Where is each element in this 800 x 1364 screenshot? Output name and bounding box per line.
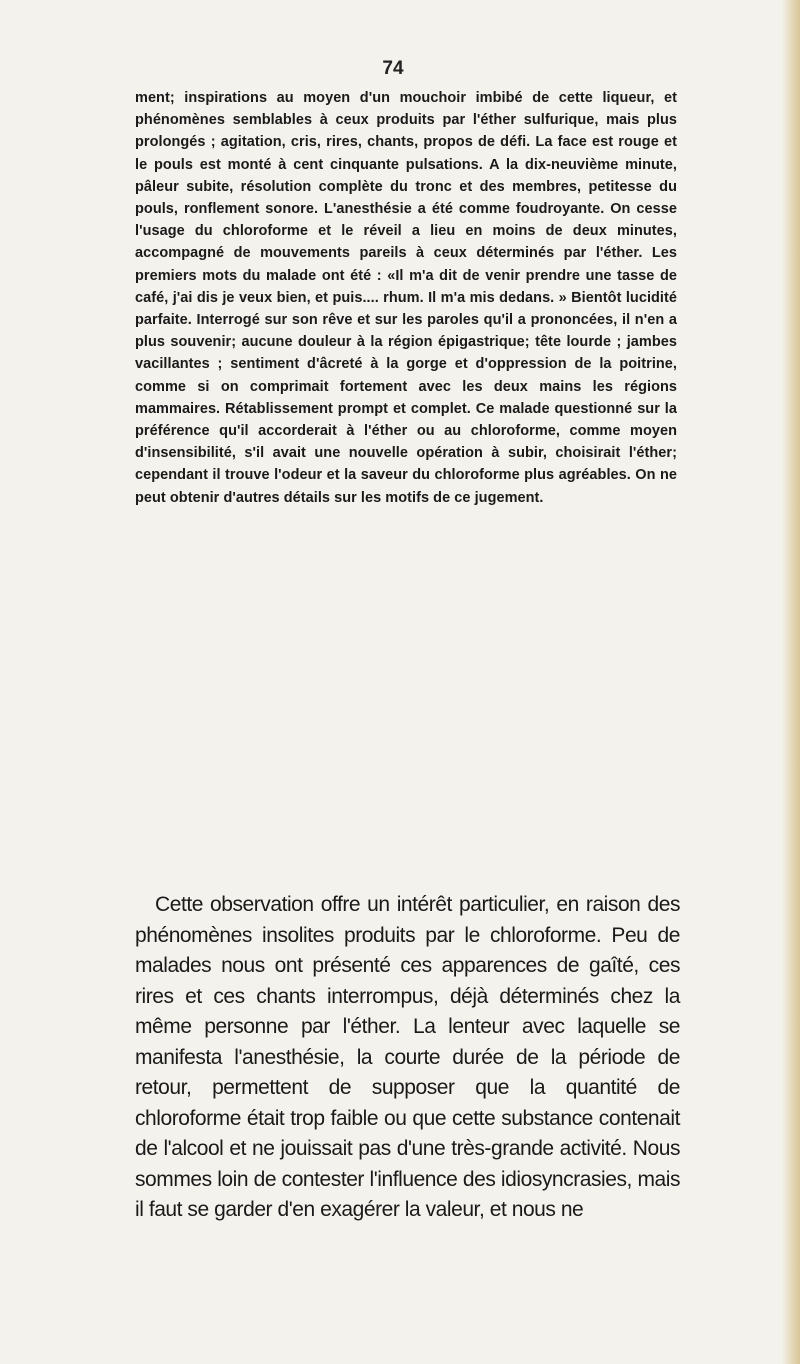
page-edge-shadow <box>782 0 800 1364</box>
case-observation-paragraph: ment; inspirations au moyen d'un mouchoir imbibé de cette liqueur, et phénomènes semblables à ceux produits par l'éther sulfurique, mais plus prolongés ; agitation, cris, rires, chants, propos de défi. La face est rouge et le pouls est monté à cent cinquante pulsations. A la dix-neuvième minute, pâleur subite, résolution complète du tronc et des membres, petitesse du pouls, ronflement sonore. L'anesthésie a été comme foudroyante. On cesse l'usage du chloroforme et le réveil a lieu en moins de deux minutes, accompagné de mouvements pareils à ceux déterminés par l'éther. Les premiers mots du malade ont été : «Il m'a dit de venir prendre une tasse de café, j'ai dis je veux bien, et puis.... rhum. Il m'a mis dedans. » Bientôt lucidité parfaite. Interrogé sur son rêve et sur les paroles qu'il a prononcées, il n'en a plus souvenir; aucune douleur à la région épigastrique; tête lourde ; jambes vacillantes ; sentiment d'âcreté à la gorge et d'oppression de la poitrine, comme si on comprimait fortement avec les deux mains les régions mammaires. Rétablissement prompt et complet. Ce malade questionné sur la préférence qu'il accorderait à l'éther ou au chloroforme, comme moyen d'insensibilité, s'il avait une nouvelle opération à subir, choisirait l'éther; cependant il trouve l'odeur et la saveur du chloroforme plus agréables. On ne peut obtenir d'autres détails sur les motifs de ce jugement. <box>135 90 677 506</box>
commentary-paragraph: Cette observation offre un intérêt particulier, en raison des phénomènes insolites produits par le chloroforme. Peu de malades nous ont présenté ces apparences de gaîté, ces rires et ces chants interrompus, déjà déterminés chez la même personne par l'éther. La lenteur avec laquelle se manifesta l'anesthésie, la courte durée de la période de retour, permettent de supposer que la quantité de chloroforme était trop faible ou que cette substance contenait de l'alcool et ne jouissait pas d'une très-grande activité. Nous sommes loin de contester l'influence des idiosyncrasies, mais il faut se garder d'en exagérer la valeur, et nous ne <box>135 893 680 1221</box>
page-number: 74 <box>382 58 404 79</box>
